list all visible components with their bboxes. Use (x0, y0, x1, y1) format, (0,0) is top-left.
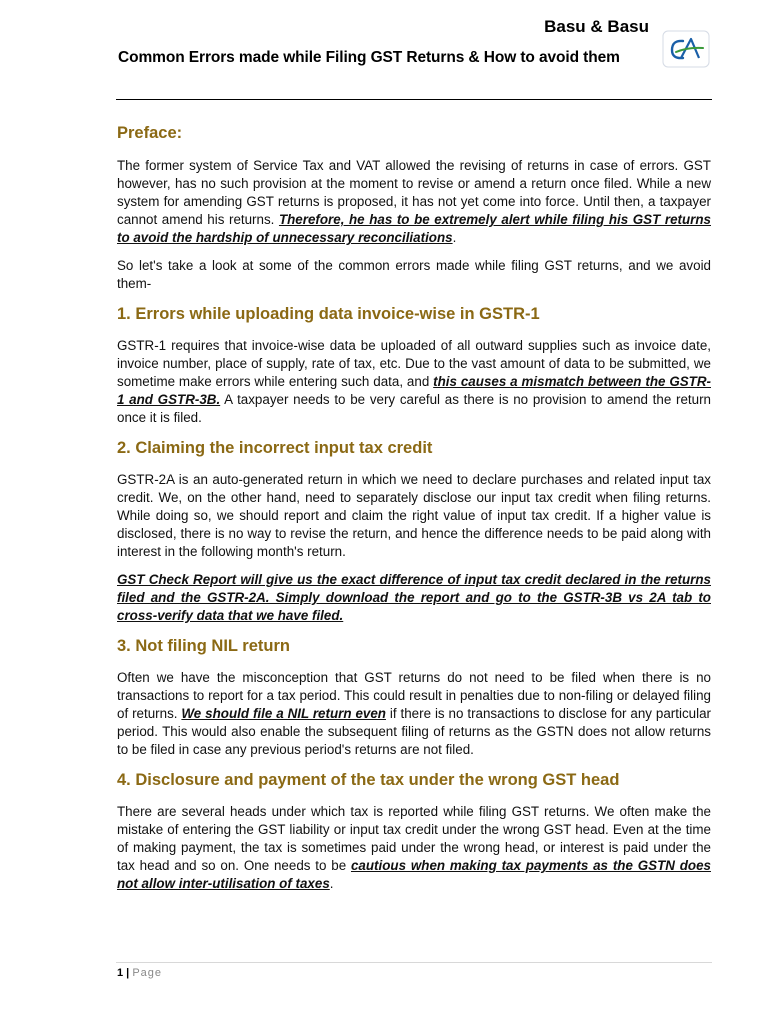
document-body (117, 122, 711, 903)
section-2-heading: 2. Claiming the incorrect input tax credit (117, 439, 433, 457)
header-divider (116, 99, 712, 100)
firm-name: Basu & Basu (544, 17, 649, 36)
preface-emphasis: Therefore, he has to be extremely alert while filing his GST returns to avoid the hardship of unnecessary reconciliations (117, 212, 711, 245)
section-3-emphasis: We should file a NIL return even (181, 706, 386, 721)
page-header (116, 0, 712, 100)
section-1-paragraph: GSTR-1 requires that invoice-wise data be uploaded of all outward supplies such as invoice date, invoice number, place of supply, rate of tax, etc. Due to the vast amount of data to be submitted, we sometime make errors while entering such data, and this causes a mismatch between the GSTR-1 and GSTR-3B. A taxpayer needs to be very careful as there is no provision to amend the return once it is filed. (117, 338, 711, 425)
page-label: Page (132, 967, 163, 979)
footer-divider (116, 962, 712, 963)
document-title: Common Errors made while Filing GST Returns & How to avoid them (118, 49, 620, 66)
section-2-paragraph: GSTR-2A is an auto-generated return in which we need to declare purchases and related input tax credit. We, on the other hand, need to separately disclose our input tax credit when filing returns. While doing so, we should report and claim the right value of input tax credit. If a higher value is disclosed, there is no way to revise the return, and hence the difference needs to be paid along with interest in the following month's return. (117, 472, 711, 559)
preface-heading: Preface: (117, 124, 183, 142)
section-1-emphasis: this causes a mismatch between the GSTR-1 and GSTR-3B. (117, 374, 711, 407)
page-footer (117, 967, 162, 979)
section-4-emphasis: cautious when making tax payments as the GSTN does not allow inter-utilisation of taxes (117, 858, 711, 891)
section-4-paragraph: There are several heads under which tax is reported while filing GST returns. We often make the mistake of entering the GST liability or input tax credit under the wrong GST head. Even at the time of making payment, the tax is sometimes paid under the wrong head, or interest is paid under the tax head and so on. One needs to be cautious when making tax payments as the GSTN does not allow inter-utilisation of taxes. (117, 804, 711, 891)
section-2-callout: GST Check Report will give us the exact difference of input tax credit declared in the returns filed and the GSTR-2A. Simply download the report and go to the GSTR-3B vs 2A tab to cross-verify data that we have filed. (117, 572, 711, 623)
section-3-heading: 3. Not filing NIL return (117, 637, 290, 655)
ca-logo-icon (662, 30, 710, 68)
section-3-paragraph: Often we have the misconception that GST returns do not need to be filed when there is no transactions to report for a tax period. This could result in penalties due to non-filing or delayed filing of returns. We should file a NIL return even if there is no transactions to disclose for any particular period. This would also enable the subsequent filing of returns as the GSTN does not allow returns to be filed in case any previous period's returns are not filed. (117, 670, 711, 757)
footer-separator: | (123, 967, 133, 979)
preface-paragraph-1: The former system of Service Tax and VAT allowed the revising of returns in case of errors. GST however, has no such provision at the moment to revise or amend a return once filed. While a new system for amending GST returns is proposed, it has not yet come into force. Until then, a taxpayer cannot amend his returns. Therefore, he has to be extremely alert while filing his GST returns to avoid the hardship of unnecessary reconciliations. (117, 158, 711, 245)
section-1-heading: 1. Errors while uploading data invoice-wise in GSTR-1 (117, 305, 540, 323)
preface-paragraph-2: So let's take a look at some of the common errors made while filing GST returns, and we avoid them- (117, 258, 711, 291)
page-number: 1 (117, 967, 124, 979)
section-4-heading: 4. Disclosure and payment of the tax under the wrong GST head (117, 771, 620, 789)
